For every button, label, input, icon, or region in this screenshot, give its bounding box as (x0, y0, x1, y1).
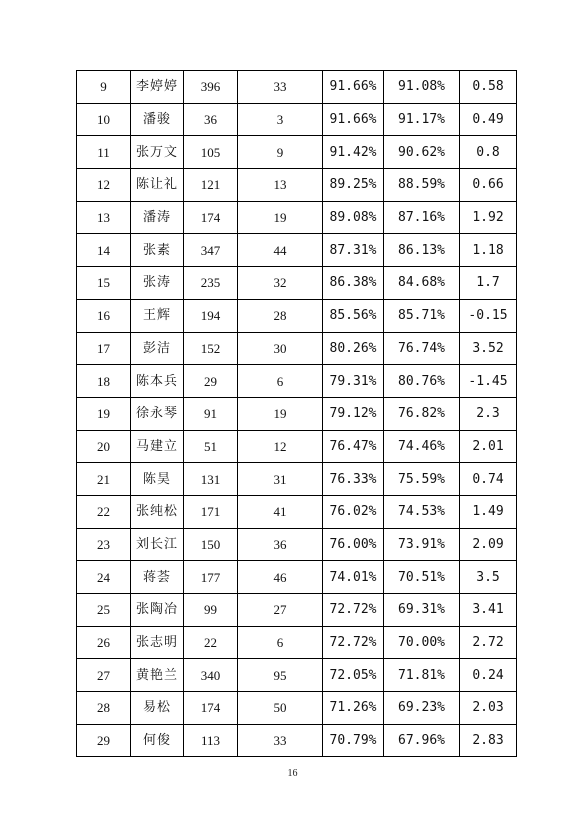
count-cell: 177 (184, 561, 238, 594)
rate-compare-cell: 86.13% (384, 234, 460, 267)
rate-compare-cell: 84.68% (384, 267, 460, 300)
rank-cell: 24 (77, 561, 131, 594)
rate-cell: 89.25% (323, 169, 384, 202)
difference-cell: 2.3 (460, 397, 517, 430)
difference-cell: -1.45 (460, 365, 517, 398)
name-cell: 何俊 (131, 724, 184, 757)
rate-cell: 86.38% (323, 267, 384, 300)
difference-cell: 2.01 (460, 430, 517, 463)
rate-compare-cell: 76.74% (384, 332, 460, 365)
wrong-count-cell: 13 (238, 169, 323, 202)
wrong-count-cell: 28 (238, 299, 323, 332)
page-number: 16 (287, 768, 298, 779)
rank-cell: 16 (77, 299, 131, 332)
rate-cell: 72.72% (323, 594, 384, 627)
count-cell: 396 (184, 71, 238, 104)
rate-cell: 91.42% (323, 136, 384, 169)
rate-cell: 87.31% (323, 234, 384, 267)
wrong-count-cell: 19 (238, 201, 323, 234)
wrong-count-cell: 6 (238, 365, 323, 398)
rank-cell: 12 (77, 169, 131, 202)
rate-compare-cell: 73.91% (384, 528, 460, 561)
name-cell: 张陶冶 (131, 594, 184, 627)
table-row (77, 692, 517, 725)
rank-cell: 23 (77, 528, 131, 561)
table-row (77, 299, 517, 332)
rank-cell: 25 (77, 594, 131, 627)
rate-compare-cell: 69.23% (384, 692, 460, 725)
difference-cell: 0.66 (460, 169, 517, 202)
table-row (77, 71, 517, 104)
rate-compare-cell: 70.51% (384, 561, 460, 594)
wrong-count-cell: 19 (238, 397, 323, 430)
rate-compare-cell: 71.81% (384, 659, 460, 692)
wrong-count-cell: 33 (238, 724, 323, 757)
count-cell: 22 (184, 626, 238, 659)
count-cell: 91 (184, 397, 238, 430)
rate-compare-cell: 88.59% (384, 169, 460, 202)
difference-cell: 0.49 (460, 103, 517, 136)
rate-compare-cell: 74.53% (384, 495, 460, 528)
table-row (77, 495, 517, 528)
difference-cell: 0.24 (460, 659, 517, 692)
name-cell: 张纯松 (131, 495, 184, 528)
rate-cell: 72.05% (323, 659, 384, 692)
wrong-count-cell: 6 (238, 626, 323, 659)
rank-cell: 27 (77, 659, 131, 692)
table-row (77, 626, 517, 659)
count-cell: 171 (184, 495, 238, 528)
name-cell: 黄艳兰 (131, 659, 184, 692)
rank-cell: 29 (77, 724, 131, 757)
wrong-count-cell: 41 (238, 495, 323, 528)
name-cell: 彭洁 (131, 332, 184, 365)
rate-cell: 74.01% (323, 561, 384, 594)
ranking-table (76, 70, 517, 757)
difference-cell: 1.92 (460, 201, 517, 234)
count-cell: 121 (184, 169, 238, 202)
table-row (77, 463, 517, 496)
rate-compare-cell: 91.17% (384, 103, 460, 136)
table-row (77, 659, 517, 692)
rank-cell: 15 (77, 267, 131, 300)
name-cell: 刘长江 (131, 528, 184, 561)
count-cell: 152 (184, 332, 238, 365)
name-cell: 马建立 (131, 430, 184, 463)
rank-cell: 19 (77, 397, 131, 430)
wrong-count-cell: 50 (238, 692, 323, 725)
rate-cell: 79.12% (323, 397, 384, 430)
rate-cell: 85.56% (323, 299, 384, 332)
rate-compare-cell: 85.71% (384, 299, 460, 332)
rate-cell: 71.26% (323, 692, 384, 725)
rate-compare-cell: 87.16% (384, 201, 460, 234)
rate-cell: 76.02% (323, 495, 384, 528)
difference-cell: -0.15 (460, 299, 517, 332)
difference-cell: 0.74 (460, 463, 517, 496)
name-cell: 陈本兵 (131, 365, 184, 398)
rate-compare-cell: 90.62% (384, 136, 460, 169)
difference-cell: 3.5 (460, 561, 517, 594)
count-cell: 340 (184, 659, 238, 692)
table-row (77, 365, 517, 398)
count-cell: 51 (184, 430, 238, 463)
name-cell: 陈昊 (131, 463, 184, 496)
count-cell: 174 (184, 692, 238, 725)
table-row (77, 201, 517, 234)
wrong-count-cell: 27 (238, 594, 323, 627)
count-cell: 150 (184, 528, 238, 561)
count-cell: 347 (184, 234, 238, 267)
name-cell: 蒋荟 (131, 561, 184, 594)
rate-cell: 72.72% (323, 626, 384, 659)
rate-compare-cell: 69.31% (384, 594, 460, 627)
rate-compare-cell: 76.82% (384, 397, 460, 430)
count-cell: 235 (184, 267, 238, 300)
table-row (77, 397, 517, 430)
rank-cell: 9 (77, 71, 131, 104)
difference-cell: 2.72 (460, 626, 517, 659)
rate-compare-cell: 91.08% (384, 71, 460, 104)
rank-cell: 18 (77, 365, 131, 398)
rate-compare-cell: 70.00% (384, 626, 460, 659)
rank-cell: 14 (77, 234, 131, 267)
wrong-count-cell: 33 (238, 71, 323, 104)
rank-cell: 10 (77, 103, 131, 136)
count-cell: 174 (184, 201, 238, 234)
count-cell: 194 (184, 299, 238, 332)
rate-cell: 89.08% (323, 201, 384, 234)
difference-cell: 1.7 (460, 267, 517, 300)
table-row (77, 430, 517, 463)
rate-cell: 76.00% (323, 528, 384, 561)
count-cell: 29 (184, 365, 238, 398)
rate-compare-cell: 67.96% (384, 724, 460, 757)
wrong-count-cell: 31 (238, 463, 323, 496)
rate-cell: 70.79% (323, 724, 384, 757)
rank-cell: 17 (77, 332, 131, 365)
table-row (77, 332, 517, 365)
rate-compare-cell: 75.59% (384, 463, 460, 496)
name-cell: 陈让礼 (131, 169, 184, 202)
table-row (77, 267, 517, 300)
table-row (77, 594, 517, 627)
wrong-count-cell: 3 (238, 103, 323, 136)
rank-cell: 20 (77, 430, 131, 463)
table-body (77, 71, 517, 757)
table-row (77, 561, 517, 594)
name-cell: 张志明 (131, 626, 184, 659)
wrong-count-cell: 32 (238, 267, 323, 300)
rate-cell: 80.26% (323, 332, 384, 365)
rank-cell: 28 (77, 692, 131, 725)
count-cell: 131 (184, 463, 238, 496)
difference-cell: 2.03 (460, 692, 517, 725)
name-cell: 潘骏 (131, 103, 184, 136)
rank-cell: 13 (77, 201, 131, 234)
wrong-count-cell: 30 (238, 332, 323, 365)
wrong-count-cell: 95 (238, 659, 323, 692)
rank-cell: 22 (77, 495, 131, 528)
rank-cell: 26 (77, 626, 131, 659)
wrong-count-cell: 9 (238, 136, 323, 169)
name-cell: 张涛 (131, 267, 184, 300)
wrong-count-cell: 36 (238, 528, 323, 561)
name-cell: 徐永琴 (131, 397, 184, 430)
difference-cell: 0.8 (460, 136, 517, 169)
table-row (77, 234, 517, 267)
rate-compare-cell: 74.46% (384, 430, 460, 463)
count-cell: 99 (184, 594, 238, 627)
count-cell: 36 (184, 103, 238, 136)
rate-cell: 91.66% (323, 103, 384, 136)
difference-cell: 3.41 (460, 594, 517, 627)
table-row (77, 528, 517, 561)
rate-cell: 76.47% (323, 430, 384, 463)
table-row (77, 103, 517, 136)
difference-cell: 1.18 (460, 234, 517, 267)
count-cell: 105 (184, 136, 238, 169)
rank-cell: 11 (77, 136, 131, 169)
difference-cell: 1.49 (460, 495, 517, 528)
rate-cell: 79.31% (323, 365, 384, 398)
name-cell: 李婷婷 (131, 71, 184, 104)
rate-compare-cell: 80.76% (384, 365, 460, 398)
name-cell: 张万文 (131, 136, 184, 169)
wrong-count-cell: 44 (238, 234, 323, 267)
difference-cell: 2.83 (460, 724, 517, 757)
name-cell: 易松 (131, 692, 184, 725)
rank-cell: 21 (77, 463, 131, 496)
name-cell: 王辉 (131, 299, 184, 332)
name-cell: 张素 (131, 234, 184, 267)
difference-cell: 2.09 (460, 528, 517, 561)
table-row (77, 169, 517, 202)
wrong-count-cell: 46 (238, 561, 323, 594)
rate-cell: 76.33% (323, 463, 384, 496)
rate-cell: 91.66% (323, 71, 384, 104)
table-row (77, 724, 517, 757)
wrong-count-cell: 12 (238, 430, 323, 463)
table-row (77, 136, 517, 169)
difference-cell: 3.52 (460, 332, 517, 365)
count-cell: 113 (184, 724, 238, 757)
name-cell: 潘涛 (131, 201, 184, 234)
difference-cell: 0.58 (460, 71, 517, 104)
